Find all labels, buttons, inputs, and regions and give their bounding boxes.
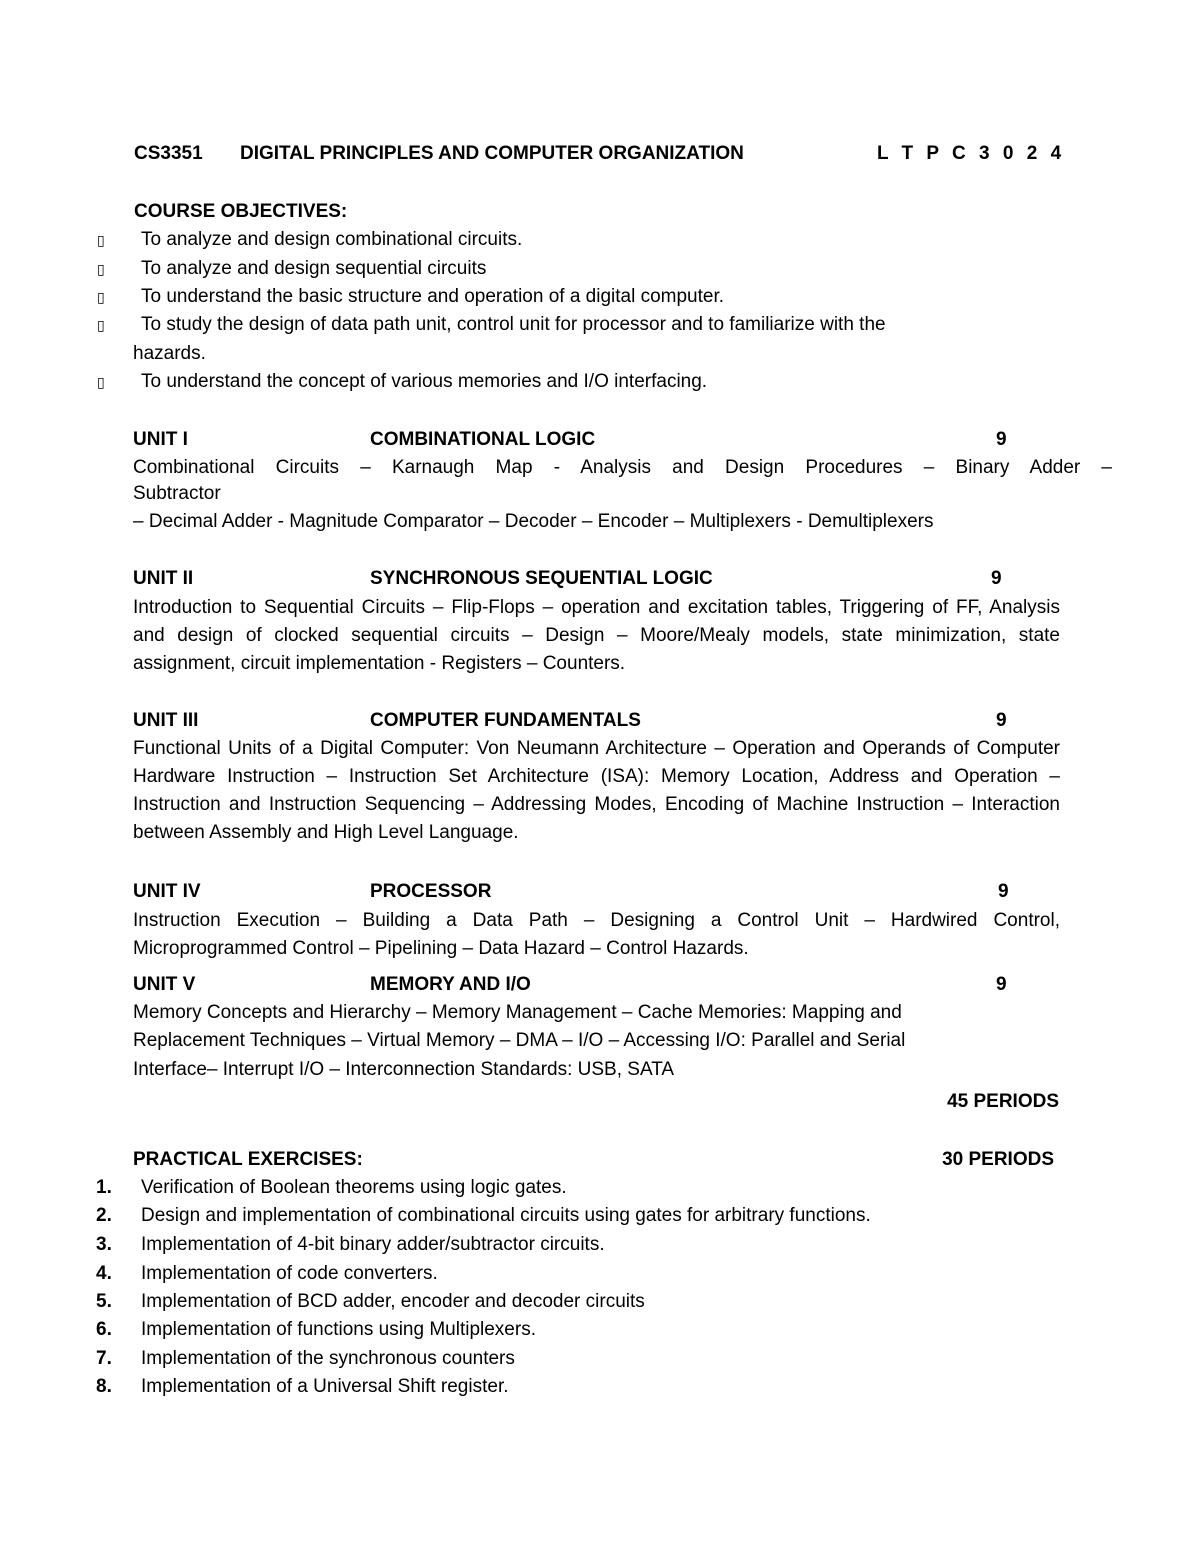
ltpc-credits: L T P C 3 0 2 4 [877, 143, 1065, 164]
unit-label: UNIT IV [133, 881, 201, 902]
practical-heading: PRACTICAL EXERCISES: [133, 1149, 363, 1170]
course-code: CS3351 [134, 143, 203, 164]
unit-hours: 9 [996, 710, 1007, 731]
unit-content: Combinational Circuits – Karnaugh Map - Analysis and Design Procedures – Binary Adder – [133, 457, 1112, 478]
unit-content: Functional Units of a Digital Computer: Von Neumann Architecture – Operation and Operands of Computer Hardware Instruction – Instruction Set Architecture (ISA): Memory Location, Address and Operation – Instruction and Instruction Sequencing – Addressing Modes, Encoding of Machine Instruction – Interaction between Assembly and High Level Language. [133, 738, 1060, 843]
exercise-item: Design and implementation of combinational circuits using gates for arbitrary functions. [141, 1205, 871, 1226]
exercise-number: 1. [96, 1177, 112, 1198]
objective-item: To analyze and design combinational circuits. [141, 229, 523, 250]
unit-content: Introduction to Sequential Circuits – Flip-Flops – operation and excitation tables, Triggering of FF, Analysis and design of clocked sequential circuits – Design – Moore/Mealy models, state minimization, state assignment, circuit implementation - Registers – Counters. [133, 597, 1060, 674]
exercise-number: 8. [96, 1376, 112, 1397]
exercise-number: 3. [96, 1234, 112, 1255]
course-title: DIGITAL PRINCIPLES AND COMPUTER ORGANIZATION [240, 143, 744, 164]
unit-label: UNIT III [133, 710, 199, 731]
unit-hours: 9 [998, 881, 1009, 902]
practical-periods: 30 PERIODS [942, 1149, 1054, 1170]
bullet-icon: ▯ [97, 261, 105, 277]
unit-label: UNIT II [133, 568, 194, 589]
exercise-item: Implementation of the synchronous counters [141, 1348, 515, 1369]
exercise-item: Implementation of BCD adder, encoder and decoder circuits [141, 1291, 645, 1312]
bullet-icon: ▯ [97, 289, 105, 305]
unit-title: COMPUTER FUNDAMENTALS [370, 710, 641, 731]
unit-title: PROCESSOR [370, 881, 492, 902]
unit-title: SYNCHRONOUS SEQUENTIAL LOGIC [370, 568, 713, 589]
unit-hours: 9 [991, 568, 1002, 589]
exercise-item: Verification of Boolean theorems using logic gates. [141, 1177, 567, 1198]
exercise-number: 7. [96, 1348, 112, 1369]
unit-label: UNIT V [133, 974, 196, 995]
exercise-number: 2. [96, 1205, 112, 1226]
unit-label: UNIT I [133, 429, 188, 450]
objective-item-continuation: hazards. [133, 343, 206, 364]
objectives-heading: COURSE OBJECTIVES: [134, 201, 348, 222]
exercise-item: Implementation of functions using Multiplexers. [141, 1319, 536, 1340]
objective-item: To understand the concept of various memories and I/O interfacing. [141, 371, 708, 392]
bullet-icon: ▯ [97, 374, 105, 390]
objective-item: To understand the basic structure and operation of a digital computer. [141, 286, 725, 307]
total-periods: 45 PERIODS [947, 1091, 1059, 1112]
unit-content: Memory Concepts and Hierarchy – Memory Management – Cache Memories: Mapping and [133, 1002, 902, 1023]
exercise-item: Implementation of code converters. [141, 1263, 438, 1284]
exercise-item: Implementation of 4-bit binary adder/subtractor circuits. [141, 1234, 605, 1255]
exercise-item: Implementation of a Universal Shift register. [141, 1376, 509, 1397]
unit-content: Subtractor [133, 483, 221, 504]
unit-content: – Decimal Adder - Magnitude Comparator – Decoder – Encoder – Multiplexers - Demultiplexers [133, 511, 934, 532]
exercise-number: 6. [96, 1319, 112, 1340]
unit-content: Interface– Interrupt I/O – Interconnection Standards: USB, SATA [133, 1059, 675, 1080]
unit-hours: 9 [996, 974, 1007, 995]
bullet-icon: ▯ [97, 317, 105, 333]
unit-title: MEMORY AND I/O [370, 974, 531, 995]
objective-item: To analyze and design sequential circuits [141, 258, 487, 279]
exercise-number: 5. [96, 1291, 112, 1312]
objective-item: To study the design of data path unit, control unit for processor and to familiarize with the [141, 314, 886, 335]
unit-content: Instruction Execution – Building a Data Path – Designing a Control Unit – Hardwired Control, Microprogrammed Control – Pipelining – Data Hazard – Control Hazards. [133, 910, 1060, 959]
bullet-icon: ▯ [97, 232, 105, 248]
unit-content: Replacement Techniques – Virtual Memory – DMA – I/O – Accessing I/O: Parallel and Serial [133, 1030, 906, 1051]
unit-hours: 9 [996, 429, 1007, 450]
exercise-number: 4. [96, 1263, 112, 1284]
unit-title: COMBINATIONAL LOGIC [370, 429, 596, 450]
